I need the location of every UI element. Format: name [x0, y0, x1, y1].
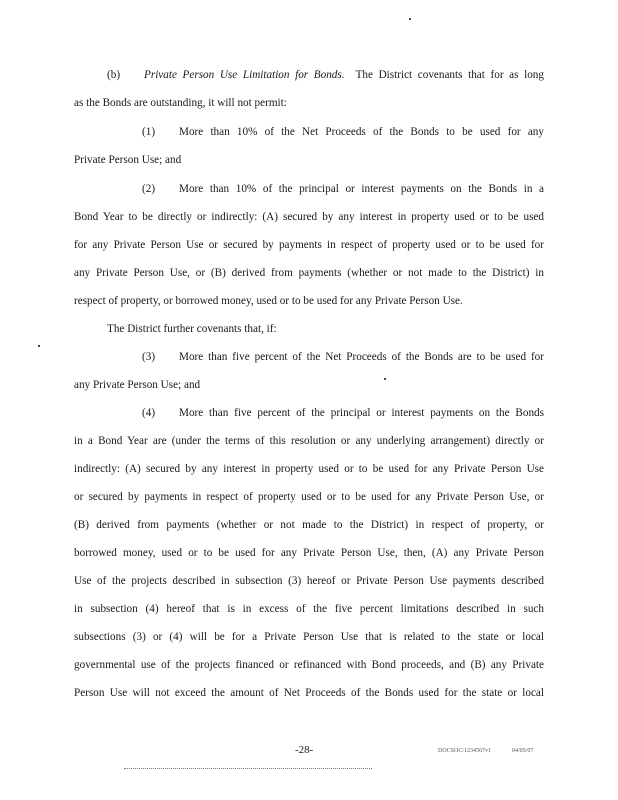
item-4-line-3: indirectly: (A) secured by any interest in property used or to be used for any Private Person Use [74, 463, 544, 475]
item-4-line-4: or secured by payments in respect of property used or to be used for any Private Person Use, or [74, 491, 544, 503]
item-1-text: More than 10% of the Net Proceeds of the Bonds to be used for any [179, 126, 544, 138]
item-2-line-4: any Private Person Use, or (B) derived from payments (whether or not made to the District) in [74, 267, 544, 279]
item-4-line-1 [142, 406, 544, 420]
para-b-text: The District covenants that for as long [355, 69, 544, 81]
document-id: DOCSOC/1234567v1 [438, 748, 492, 754]
item-2-line-5: respect of property, or borrowed money, used or to be used for any Private Person Use. [74, 295, 463, 307]
item-4-line-8: in subsection (4) hereof that is in excess of the five percent limitations described in such [74, 603, 544, 615]
item-2-text: More than 10% of the principal or interest payments on the Bonds in a [179, 183, 544, 195]
item-1-num: (1) [142, 126, 156, 138]
item-4-line-6: borrowed money, used or to be used for any Private Person Use, then, (A) any Private Person [74, 547, 544, 559]
item-4-line-7: Use of the projects described in subsection (3) hereof or Private Person Use payments described [74, 575, 544, 587]
item-4-line-10: governmental use of the projects financed or refinanced with Bond proceeds, and (B) any Private [74, 659, 544, 671]
item-1-line-1 [142, 125, 544, 139]
scan-speck [409, 18, 411, 20]
item-2-num: (2) [142, 183, 156, 195]
item-4-line-9: subsections (3) or (4) will be for a Private Person Use that is related to the state or local [74, 631, 544, 643]
item-4-line-2: in a Bond Year are (under the terms of this resolution or any underlying arrangement) directly or [74, 435, 544, 447]
page-number: -28- [295, 744, 314, 756]
item-2-line-3: for any Private Person Use or secured by payments in respect of property used or to be used for [74, 239, 544, 251]
item-3-num: (3) [142, 351, 156, 363]
item-4-line-5: (B) derived from payments (whether or not made to the District) in respect of property, or [74, 519, 544, 531]
item-1-line-2: Private Person Use; and [74, 154, 182, 166]
para-b-line-2: as the Bonds are outstanding, it will not permit: [74, 97, 287, 109]
item-3-text: More than five percent of the Net Proceeds of the Bonds are to be used for [179, 351, 544, 363]
para-b-heading: Private Person Use Limitation for Bonds. [144, 69, 345, 81]
para-b-line-1 [107, 68, 544, 82]
document-date: 04/05/07 [512, 748, 534, 754]
item-2-line-2: Bond Year to be directly or indirectly: (A) secured by any interest in property used or to be used [74, 211, 544, 223]
footer-rule [124, 768, 372, 769]
item-3-line-2: any Private Person Use; and [74, 379, 201, 391]
item-2-line-1 [142, 182, 544, 196]
para-b-label: (b) [107, 69, 121, 81]
item-3-line-1 [142, 350, 544, 364]
further-covenants: The District further covenants that, if: [107, 323, 277, 335]
item-4-text: More than five percent of the principal or interest payments on the Bonds [179, 407, 544, 419]
item-4-line-11: Person Use will not exceed the amount of Net Proceeds of the Bonds used for the state or local [74, 687, 544, 699]
scan-speck [38, 345, 40, 347]
item-4-num: (4) [142, 407, 156, 419]
scan-speck [384, 378, 386, 380]
